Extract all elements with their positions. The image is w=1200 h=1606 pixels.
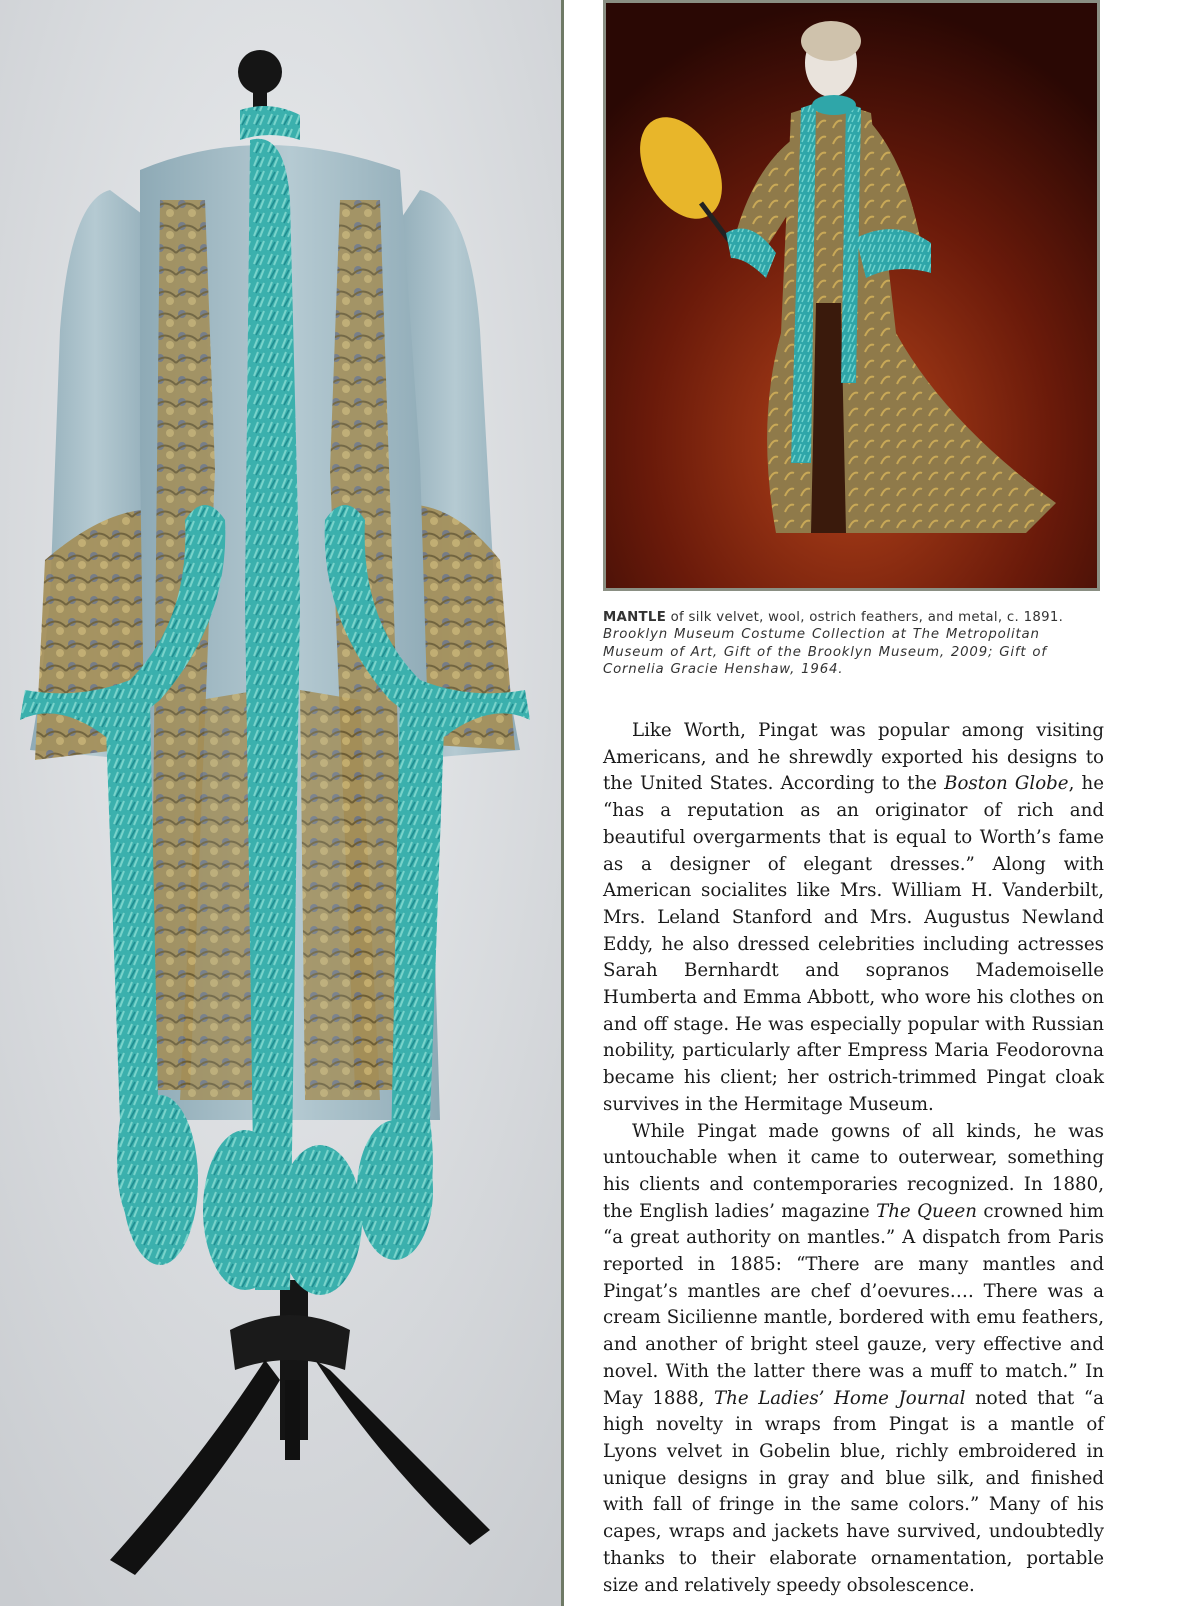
mantle-on-mannequin-photo [603,0,1100,591]
mantle-on-dress-form-photo [0,0,561,1606]
publication-title: Boston Globe [944,773,1069,795]
paragraph-1-text-b: , he “has a reputation as an originator of rich and beautiful overgarments that is equal to Worth’s fame as a designer of elegant dresses.” Along with American socialites like Mrs. William H. Vanderbilt, Mrs. Leland Stanford and Mrs. Augustus Newland Eddy, he also dressed celebrities including actresses Sarah Bernhardt and sopranos Mademoiselle Humberta and Emma Abbott, who wore his clothes on and off stage. He was especially popular with Russian nobility, particularly after Empress Maria Feodorovna became his client; her ostrich-trimmed Pingat cloak survives in the Hermitage Museum. [603,773,1104,1115]
paragraph-2-text-b: crowned him “a great authority on mantles.” A dispatch from Paris reported in 1885: “There are many mantles and Pingat’s mantles are chef d’oevures…. There was a cream Sicilienne mantle, bordered with emu feathers, and another of bright steel gauze, very effective and novel. With the latter there was a muff to match.” In May 1888, [603,1200,1104,1409]
publication-title: The Ladies’ Home Journal [714,1387,966,1409]
paragraph-2 [603,1119,1104,1600]
photo-caption [603,609,1103,678]
dress-form-knob [238,50,282,94]
column-divider [561,0,564,1606]
article-body [603,718,1104,1599]
caption-credit: Brooklyn Museum Costume Collection at The Metropolitan Museum of Art, Gift of the Brooklyn Museum, 2009; Gift of Cornelia Gracie Henshaw, 1964. [603,627,1047,677]
paragraph-1 [603,718,1104,1119]
paragraph-2-text-c: noted that “a high novelty in wraps from Pingat is a mantle of Lyons velvet in Gobelin blue, richly embroidered in unique designs in gray and blue silk, and finished with fall of fringe in the same colors.” Many of his capes, wraps and jackets have survived, undoubtedly thanks to their elaborate ornamentation, portable size and relatively speedy obsolescence. [603,1387,1104,1596]
caption-text: of silk velvet, wool, ostrich feathers, and metal, c. 1891. [666,610,1064,625]
paragraph-2-text-a: While Pingat made gowns of all kinds, he was untouchable when it came to outerwear, something his clients and contemporaries recognized. In 1880, the English ladies’ magazine [603,1120,1104,1222]
paragraph-1-text-a: Like Worth, Pingat was popular among visiting Americans, and he shrewdly exported his designs to the United States. According to the [603,720,1104,795]
publication-title: The Queen [876,1200,977,1222]
caption-heading: MANTLE [603,610,667,625]
